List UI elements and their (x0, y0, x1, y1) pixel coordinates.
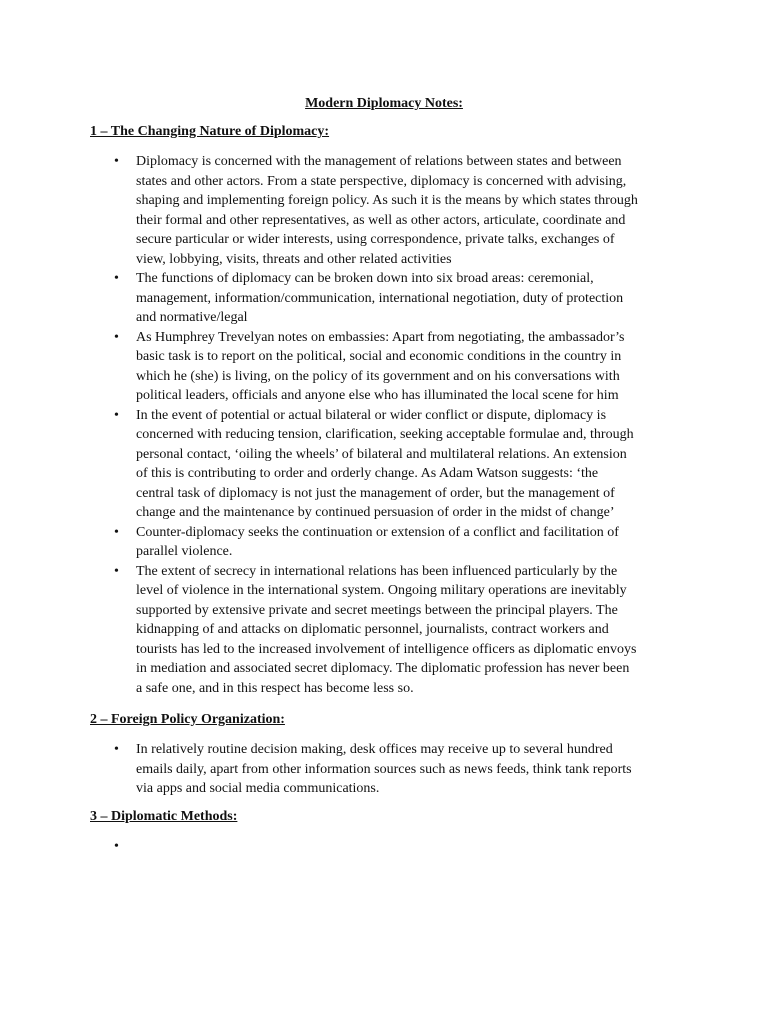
text-line: change and the maintenance by continued persuasion of order in the midst of change’ (136, 505, 615, 520)
text-line: central task of diplomacy is not just the management of order, but the management of (136, 485, 615, 501)
text-line: personal contact, ‘oiling the wheels’ of bilateral and multilateral relations. An extension (136, 446, 627, 462)
text-line: In relatively routine decision making, desk offices may receive up to several hundred (136, 742, 613, 757)
section-3-bullet-list (90, 837, 690, 857)
bullet-icon: • (114, 742, 119, 757)
text-line: supported by extensive private and secret meetings between the principal players. The (136, 602, 618, 618)
section-heading-3: 3 – Diplomatic Methods: (90, 809, 238, 824)
text-line: of this is contributing to order and orderly change. As Adam Watson suggests: ‘the (136, 466, 599, 481)
list-item (90, 837, 690, 857)
text-line: which he (she) is living, on the policy of its government and on his conversations with (136, 368, 620, 384)
text-line: political leaders, officials and anyone else who has illuminated the local scene for him (136, 388, 619, 403)
bullet-icon: • (114, 329, 119, 345)
section-1-bullet-list (90, 152, 690, 698)
text-line: Counter-diplomacy seeks the continuation or extension of a conflict and facilitation of (136, 524, 619, 540)
section-2-bullet-list (90, 740, 690, 799)
text-line: concerned with reducing tension, clarification, seeking acceptable formulae and, through (136, 427, 634, 442)
text-line: As Humphrey Trevelyan notes on embassies: Apart from negotiating, the ambassador’s (136, 329, 625, 345)
list-item (90, 523, 690, 562)
text-line: Diplomacy is concerned with the management of relations between states and between (136, 154, 622, 169)
document-title: Modern Diplomacy Notes: (305, 96, 463, 111)
list-item (90, 328, 690, 406)
text-line: a safe one, and in this respect has become less so. (136, 680, 414, 696)
text-line: their formal and other representatives, as well as other actors, articulate, coordinate and (136, 212, 626, 228)
list-item (90, 269, 690, 328)
text-line: parallel violence. (136, 544, 233, 559)
text-line: management, information/communication, international negotiation, duty of protection (136, 290, 624, 306)
bullet-icon: • (114, 563, 119, 579)
section-heading-2: 2 – Foreign Policy Organization: (90, 712, 285, 727)
text-line (136, 837, 690, 857)
list-item (90, 740, 690, 799)
text-line: In the event of potential or actual bilateral or wider conflict or dispute, diplomacy is (136, 407, 607, 423)
text-line: The functions of diplomacy can be broken down into six broad areas: ceremonial, (136, 271, 594, 286)
text-line: view, lobbying, visits, threats and other related activities (136, 251, 452, 267)
text-line: tourists has led to the increased involvement of intelligence officers as diplomatic envoys (136, 641, 637, 657)
text-line: shaping and implementing foreign policy. As such it is the means by which states through (136, 193, 638, 208)
bullet-icon: • (114, 271, 119, 286)
text-line: level of violence in the international system. Ongoing military operations are inevitably (136, 583, 627, 598)
text-line: basic task is to report on the political, social and economic conditions in the country in (136, 349, 622, 364)
text-line: secure particular or wider interests, using correspondence, private talks, exchanges of (136, 232, 615, 247)
bullet-icon: • (114, 407, 119, 423)
text-line: via apps and social media communications. (136, 781, 380, 796)
text-line: and normative/legal (136, 310, 248, 325)
text-line: states and other actors. From a state perspective, diplomacy is concerned with advising, (136, 173, 627, 189)
text-line: in mediation and associated secret diplomacy. The diplomatic profession has never been (136, 661, 630, 676)
bullet-icon: • (114, 154, 119, 169)
list-item (90, 406, 690, 523)
text-line: emails daily, apart from other information sources such as news feeds, think tank reports (136, 761, 632, 777)
bullet-icon: • (114, 524, 119, 540)
text-line: The extent of secrecy in international relations has been influenced particularly by the (136, 563, 618, 579)
list-item (90, 562, 690, 699)
text-line: kidnapping of and attacks on diplomatic personnel, journalists, contract workers and (136, 622, 609, 637)
bullet-icon: • (114, 839, 119, 854)
section-heading-1: 1 – The Changing Nature of Diplomacy: (90, 124, 330, 139)
list-item (90, 152, 690, 269)
